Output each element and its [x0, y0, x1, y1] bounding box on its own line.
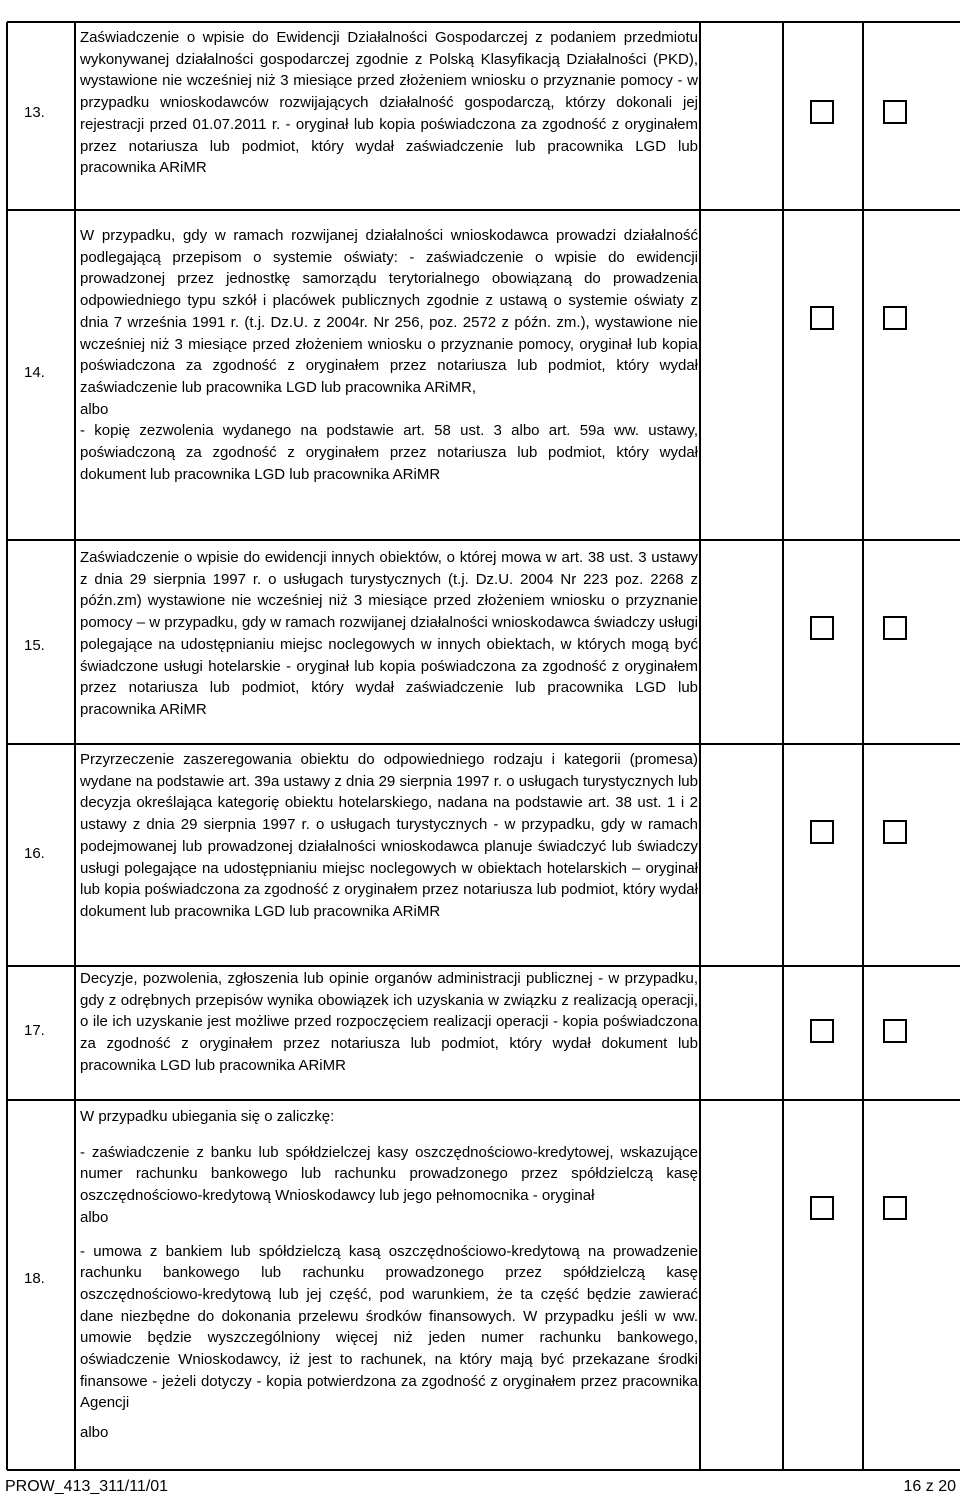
row-text	[80, 1106, 698, 1444]
checkbox[interactable]	[810, 1019, 834, 1043]
row-line: W przypadku ubiegania się o zaliczkę:	[80, 1108, 335, 1125]
row-line: Przyrzeczenie zaszeregowania obiektu do odpowiedniego rodzaju i kategorii (promesa) wydane na podstawie art. 39a ustawy z dnia 29 sierpnia 1997 r. o usługach turystycznych lub decyzja określająca kategorię obiektu hotelarskiego, nadana na podstawie art. 38 ust. 1 i 2 ustawy z dnia 29 sierpnia 1997 r. o usługach turystycznych - w przypadku, gdy w ramach podejmowanej lub prowadzonej działalności wnioskodawca planuje świadczyć lub świadczy usługi polegające na udostępnianiu miejsc noclegowych w obiektach hotelarskich – oryginał lub kopia poświadczona za zgodność z oryginałem przez notariusza lub podmiot, który wydał dokument lub pracownika LGD lub pracownika ARiMR	[80, 751, 698, 920]
row-line: albo	[80, 400, 109, 418]
row-number: 18.	[24, 1270, 45, 1287]
row-number: 16.	[24, 845, 45, 862]
row-number: 15.	[24, 637, 45, 654]
checkbox[interactable]	[883, 1019, 907, 1043]
row-line: albo	[80, 1208, 109, 1226]
page-number: 16 z 20	[903, 1478, 956, 1495]
row-text	[80, 749, 698, 923]
checkbox[interactable]	[883, 616, 907, 640]
row-line: albo	[80, 1424, 109, 1442]
row-text	[80, 27, 698, 179]
row-text	[80, 968, 698, 1077]
checkbox[interactable]	[883, 1196, 907, 1220]
checkbox[interactable]	[883, 820, 907, 844]
checkbox[interactable]	[810, 100, 834, 124]
row-line: Decyzje, pozwolenia, zgłoszenia lub opinie organów administracji publicznej - w przypadku, gdy z odrębnych przepisów wynika obowiązek ich uzyskania w związku z realizacją operacji, o ile ich uzyskanie jest możliwe przed rozpoczęciem realizacji operacji - kopia poświadczona za zgodność z oryginałem przez notariusza lub podmiot, który wydał dokument lub pracownika LGD lub pracownika ARiMR	[80, 970, 698, 1074]
row-number: 14.	[24, 364, 45, 381]
checkbox[interactable]	[810, 616, 834, 640]
row-line: - kopię zezwolenia wydanego na podstawie art. 58 ust. 3 albo art. 59a ww. ustawy, poświadczoną za zgodność z oryginałem przez notariusza lub podmiot, który wydał dokument lub pracownika LGD lub pracownika ARiMR	[80, 422, 698, 483]
row-line: W przypadku, gdy w ramach rozwijanej działalności wnioskodawca prowadzi działalność podlegającą przepisom o systemie oświaty: - zaświadczenie o wpisie do ewidencji prowadzonej przez jednostkę samorządu terytorialnego obowiązaną do prowadzenia odpowiedniego typu szkół i placówek publicznych zgodnie z ustawą o systemie oświaty z dnia 7 września 1991 r. (t.j. Dz.U. z 2004r. Nr 256, poz. 2572 z późn. zm.), wystawione nie wcześniej niż 3 miesiące przed złożeniem wniosku o przyznanie pomocy, oryginał lub kopia poświadczona za zgodność z oryginałem przez notariusza lub podmiot, który wydał zaświadczenie lub pracownika LGD lub pracownika ARiMR,	[80, 227, 698, 396]
row-text	[80, 225, 698, 485]
checkbox[interactable]	[810, 820, 834, 844]
checkbox[interactable]	[810, 306, 834, 330]
row-line: Zaświadczenie o wpisie do Ewidencji Działalności Gospodarczej z podaniem przedmiotu wykonywanej działalności gospodarczej zgodnie z Polską Klasyfikacją Działalności (PKD), wystawione nie wcześniej niż 3 miesiące przed złożeniem wniosku o przyznanie pomocy - w przypadku wnioskodawców rozwijających działalność gospodarczą, którzy dokonali jej rejestracji przed 01.07.2011 r. - oryginał lub kopia poświadczona za zgodność z oryginałem przez notariusza lub podmiot, który wydał zaświadczenie lub pracownika LGD lub pracownika ARiMR	[80, 29, 698, 177]
checkbox[interactable]	[883, 306, 907, 330]
row-number: 13.	[24, 104, 45, 121]
checkbox[interactable]	[810, 1196, 834, 1220]
row-text	[80, 547, 698, 721]
row-line: - zaświadczenie z banku lub spółdzielczej kasy oszczędnościowo-kredytowej, wskazujące numer rachunku bankowego lub rachunku prowadzonego przez spółdzielczą kasę oszczędnościowo-kredytową Wnioskodawcy lub jego pełnomocnika - oryginał	[80, 1143, 698, 1205]
row-number: 17.	[24, 1022, 45, 1039]
row-line: - umowa z bankiem lub spółdzielczą kasą oszczędnościowo-kredytową na prowadzenie rachunku bankowego lub rachunku prowadzonego przez spółdzielczą kasę oszczędnościowo-kredytową lub jej część, pod warunkiem, że ta część będzie zawierać dane niezbędne do dokonania przelewu środków finansowych. W przypadku jeśli w ww. umowie będzie wyszczególniony więcej niż jeden numer rachunku bankowego, oświadczenie Wnioskodawcy, iż jest to rachunek, na który mają być przekazane środki finansowe - jeżeli dotyczy - kopia potwierdzona za zgodność z oryginałem przez pracownika Agencji	[80, 1242, 698, 1412]
document-code: PROW_413_311/11/01	[5, 1478, 169, 1495]
checkbox[interactable]	[883, 100, 907, 124]
row-line: Zaświadczenie o wpisie do ewidencji innych obiektów, o której mowa w art. 38 ust. 3 ustawy z dnia 29 sierpnia 1997 r. o usługach turystycznych (t.j. Dz.U. 2004 Nr 223 poz. 2268 z późn.zm) wystawione nie wcześniej niż 3 miesiące przed złożeniem wniosku o przyznanie pomocy – w przypadku, gdy w ramach rozwijanej działalności wnioskodawca świadczy usługi polegające na udostępnianiu miejsc noclegowych w innych obiektach, w których mogą być świadczone usługi hotelarskie - oryginał lub kopia poświadczona za zgodność z oryginałem przez notariusza lub podmiot, który wydał zaświadczenie lub pracownika LGD lub pracownika ARiMR	[80, 549, 698, 718]
